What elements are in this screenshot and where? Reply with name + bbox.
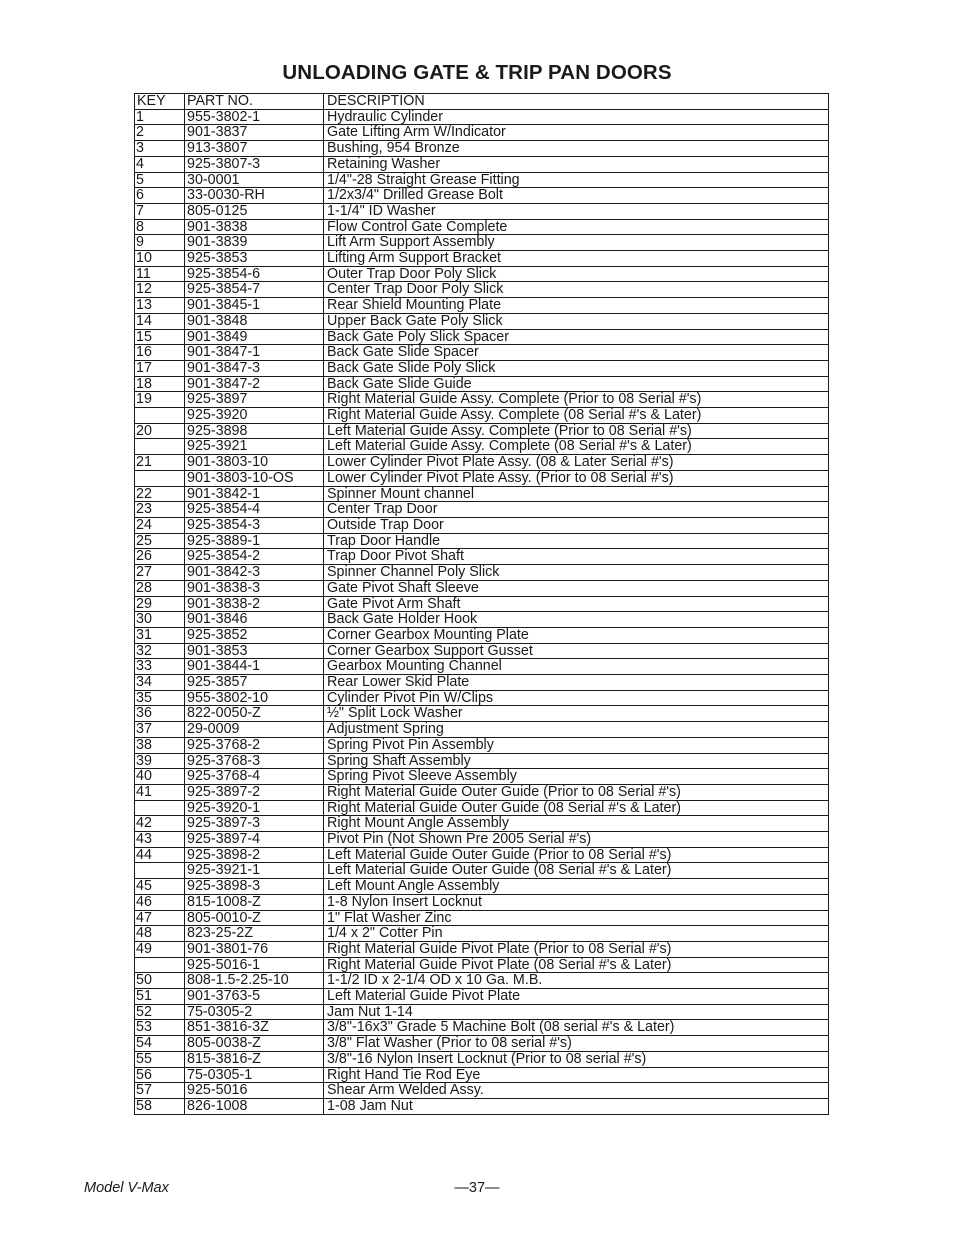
part-number-cell: 913-3807	[185, 141, 324, 157]
key-cell: 54	[135, 1036, 185, 1052]
column-header-description: DESCRIPTION	[324, 94, 829, 110]
description-cell: Lift Arm Support Assembly	[324, 235, 829, 251]
description-cell: Hydraulic Cylinder	[324, 109, 829, 125]
description-cell: Center Trap Door Poly Slick	[324, 282, 829, 298]
key-cell: 36	[135, 706, 185, 722]
key-cell: 14	[135, 313, 185, 329]
key-cell: 31	[135, 627, 185, 643]
key-cell: 10	[135, 251, 185, 267]
table-row	[135, 847, 829, 863]
column-header-part-no: PART NO.	[185, 94, 324, 110]
description-cell: Gate Pivot Arm Shaft	[324, 596, 829, 612]
key-cell: 33	[135, 659, 185, 675]
description-cell: 1/2x3/4" Drilled Grease Bolt	[324, 188, 829, 204]
table-row	[135, 627, 829, 643]
key-cell: 51	[135, 989, 185, 1005]
description-cell: Left Material Guide Assy. Complete (08 Serial #'s & Later)	[324, 439, 829, 455]
part-number-cell: 826-1008	[185, 1099, 324, 1115]
table-row	[135, 722, 829, 738]
part-number-cell: 33-0030-RH	[185, 188, 324, 204]
part-number-cell: 901-3839	[185, 235, 324, 251]
key-cell: 57	[135, 1083, 185, 1099]
key-cell: 28	[135, 580, 185, 596]
description-cell: 1-8 Nylon Insert Locknut	[324, 894, 829, 910]
key-cell: 41	[135, 784, 185, 800]
part-number-cell: 901-3842-3	[185, 565, 324, 581]
table-row	[135, 235, 829, 251]
description-cell: 1/4"-28 Straight Grease Fitting	[324, 172, 829, 188]
part-number-cell: 851-3816-3Z	[185, 1020, 324, 1036]
key-cell: 47	[135, 910, 185, 926]
part-number-cell: 823-25-2Z	[185, 926, 324, 942]
part-number-cell: 901-3838-2	[185, 596, 324, 612]
part-number-cell: 925-3807-3	[185, 156, 324, 172]
description-cell: Center Trap Door	[324, 502, 829, 518]
description-cell: Trap Door Handle	[324, 533, 829, 549]
table-row	[135, 816, 829, 832]
description-cell: 1" Flat Washer Zinc	[324, 910, 829, 926]
key-cell: 35	[135, 690, 185, 706]
table-row	[135, 502, 829, 518]
table-row	[135, 188, 829, 204]
key-cell: 25	[135, 533, 185, 549]
key-cell: 48	[135, 926, 185, 942]
key-cell: 16	[135, 345, 185, 361]
description-cell: Upper Back Gate Poly Slick	[324, 313, 829, 329]
table-row	[135, 470, 829, 486]
part-number-cell: 925-3768-3	[185, 753, 324, 769]
key-cell: 39	[135, 753, 185, 769]
table-row	[135, 329, 829, 345]
key-cell: 44	[135, 847, 185, 863]
table-row	[135, 172, 829, 188]
key-cell: 22	[135, 486, 185, 502]
description-cell: Spinner Channel Poly Slick	[324, 565, 829, 581]
description-cell: Back Gate Slide Poly Slick	[324, 360, 829, 376]
table-row	[135, 282, 829, 298]
table-row	[135, 203, 829, 219]
part-number-cell: 925-3854-6	[185, 266, 324, 282]
key-cell: 23	[135, 502, 185, 518]
key-cell: 26	[135, 549, 185, 565]
key-cell: 18	[135, 376, 185, 392]
description-cell: Right Material Guide Outer Guide (Prior to 08 Serial #'s)	[324, 784, 829, 800]
part-number-cell: 901-3845-1	[185, 298, 324, 314]
key-cell: 43	[135, 832, 185, 848]
table-row	[135, 643, 829, 659]
part-number-cell: 815-1008-Z	[185, 894, 324, 910]
part-number-cell: 805-0038-Z	[185, 1036, 324, 1052]
part-number-cell: 925-3898-2	[185, 847, 324, 863]
part-number-cell: 901-3838	[185, 219, 324, 235]
key-cell: 5	[135, 172, 185, 188]
key-cell: 52	[135, 1004, 185, 1020]
part-number-cell: 925-3897	[185, 392, 324, 408]
page-number: —37—	[454, 1180, 500, 1196]
description-cell: Gate Pivot Shaft Sleeve	[324, 580, 829, 596]
description-cell: Left Material Guide Outer Guide (08 Serial #'s & Later)	[324, 863, 829, 879]
description-cell: Spring Shaft Assembly	[324, 753, 829, 769]
table-row	[135, 973, 829, 989]
key-cell	[135, 800, 185, 816]
table-row	[135, 580, 829, 596]
key-cell: 17	[135, 360, 185, 376]
part-number-cell: 925-3854-3	[185, 517, 324, 533]
part-number-cell: 901-3853	[185, 643, 324, 659]
parts-table	[134, 93, 829, 1115]
key-cell: 34	[135, 675, 185, 691]
table-row	[135, 109, 829, 125]
part-number-cell: 901-3763-5	[185, 989, 324, 1005]
key-cell: 13	[135, 298, 185, 314]
part-number-cell: 901-3801-76	[185, 941, 324, 957]
key-cell: 11	[135, 266, 185, 282]
table-row	[135, 1004, 829, 1020]
part-number-cell: 805-0125	[185, 203, 324, 219]
table-row	[135, 219, 829, 235]
key-cell: 38	[135, 737, 185, 753]
table-row	[135, 439, 829, 455]
part-number-cell: 925-3857	[185, 675, 324, 691]
description-cell: Lower Cylinder Pivot Plate Assy. (Prior to 08 Serial #'s)	[324, 470, 829, 486]
key-cell: 32	[135, 643, 185, 659]
key-cell: 58	[135, 1099, 185, 1115]
table-row	[135, 1051, 829, 1067]
key-cell: 56	[135, 1067, 185, 1083]
table-row	[135, 894, 829, 910]
part-number-cell: 955-3802-10	[185, 690, 324, 706]
key-cell: 40	[135, 769, 185, 785]
key-cell: 2	[135, 125, 185, 141]
part-number-cell: 925-3921	[185, 439, 324, 455]
key-cell: 49	[135, 941, 185, 957]
description-cell: Outer Trap Door Poly Slick	[324, 266, 829, 282]
part-number-cell: 901-3837	[185, 125, 324, 141]
part-number-cell: 901-3846	[185, 612, 324, 628]
table-row	[135, 455, 829, 471]
description-cell: Right Material Guide Assy. Complete (08 Serial #'s & Later)	[324, 408, 829, 424]
description-cell: Left Material Guide Outer Guide (Prior to 08 Serial #'s)	[324, 847, 829, 863]
part-number-cell: 822-0050-Z	[185, 706, 324, 722]
part-number-cell: 925-5016-1	[185, 957, 324, 973]
key-cell: 37	[135, 722, 185, 738]
description-cell: 1-08 Jam Nut	[324, 1099, 829, 1115]
key-cell: 30	[135, 612, 185, 628]
description-cell: Lifting Arm Support Bracket	[324, 251, 829, 267]
part-number-cell: 805-0010-Z	[185, 910, 324, 926]
table-row	[135, 141, 829, 157]
table-row	[135, 486, 829, 502]
part-number-cell: 901-3844-1	[185, 659, 324, 675]
table-header-row	[135, 94, 829, 110]
description-cell: Right Hand Tie Rod Eye	[324, 1067, 829, 1083]
part-number-cell: 925-3889-1	[185, 533, 324, 549]
part-number-cell: 925-3854-4	[185, 502, 324, 518]
part-number-cell: 901-3803-10	[185, 455, 324, 471]
table-row	[135, 1083, 829, 1099]
key-cell: 9	[135, 235, 185, 251]
part-number-cell: 925-3897-2	[185, 784, 324, 800]
table-row	[135, 1020, 829, 1036]
description-cell: Spinner Mount channel	[324, 486, 829, 502]
table-row	[135, 863, 829, 879]
key-cell: 21	[135, 455, 185, 471]
part-number-cell: 901-3849	[185, 329, 324, 345]
table-row	[135, 360, 829, 376]
key-cell: 12	[135, 282, 185, 298]
description-cell: Back Gate Slide Guide	[324, 376, 829, 392]
part-number-cell: 925-3768-2	[185, 737, 324, 753]
key-cell	[135, 470, 185, 486]
description-cell: 1-1/4" ID Washer	[324, 203, 829, 219]
table-row	[135, 517, 829, 533]
description-cell: Right Material Guide Assy. Complete (Prior to 08 Serial #'s)	[324, 392, 829, 408]
description-cell: Gate Lifting Arm W/Indicator	[324, 125, 829, 141]
part-number-cell: 901-3803-10-OS	[185, 470, 324, 486]
key-cell: 46	[135, 894, 185, 910]
description-cell: Spring Pivot Pin Assembly	[324, 737, 829, 753]
part-number-cell: 925-5016	[185, 1083, 324, 1099]
key-cell: 55	[135, 1051, 185, 1067]
description-cell: Left Material Guide Pivot Plate	[324, 989, 829, 1005]
part-number-cell: 955-3802-1	[185, 109, 324, 125]
table-row	[135, 392, 829, 408]
key-cell: 6	[135, 188, 185, 204]
part-number-cell: 901-3848	[185, 313, 324, 329]
part-number-cell: 925-3853	[185, 251, 324, 267]
description-cell: Spring Pivot Sleeve Assembly	[324, 769, 829, 785]
key-cell: 27	[135, 565, 185, 581]
key-cell	[135, 408, 185, 424]
description-cell: Adjustment Spring	[324, 722, 829, 738]
key-cell: 42	[135, 816, 185, 832]
description-cell: Rear Lower Skid Plate	[324, 675, 829, 691]
part-number-cell: 925-3898	[185, 423, 324, 439]
table-row	[135, 345, 829, 361]
table-row	[135, 266, 829, 282]
key-cell: 1	[135, 109, 185, 125]
description-cell: Flow Control Gate Complete	[324, 219, 829, 235]
key-cell: 4	[135, 156, 185, 172]
table-row	[135, 706, 829, 722]
table-row	[135, 251, 829, 267]
description-cell: Right Mount Angle Assembly	[324, 816, 829, 832]
key-cell	[135, 439, 185, 455]
table-row	[135, 612, 829, 628]
description-cell: Corner Gearbox Support Gusset	[324, 643, 829, 659]
part-number-cell: 901-3838-3	[185, 580, 324, 596]
table-row	[135, 1067, 829, 1083]
part-number-cell: 808-1.5-2.25-10	[185, 973, 324, 989]
description-cell: Back Gate Holder Hook	[324, 612, 829, 628]
page-title: UNLOADING GATE & TRIP PAN DOORS	[282, 61, 672, 84]
key-cell: 8	[135, 219, 185, 235]
table-row	[135, 565, 829, 581]
key-cell: 45	[135, 879, 185, 895]
description-cell: Trap Door Pivot Shaft	[324, 549, 829, 565]
key-cell: 29	[135, 596, 185, 612]
table-row	[135, 125, 829, 141]
description-cell: Bushing, 954 Bronze	[324, 141, 829, 157]
description-cell: Corner Gearbox Mounting Plate	[324, 627, 829, 643]
part-number-cell: 925-3898-3	[185, 879, 324, 895]
table-row	[135, 879, 829, 895]
footer-model-name: Model V-Max	[84, 1180, 169, 1196]
part-number-cell: 925-3920-1	[185, 800, 324, 816]
description-cell: 1-1/2 ID x 2-1/4 OD x 10 Ga. M.B.	[324, 973, 829, 989]
table-row	[135, 926, 829, 942]
description-cell: Jam Nut 1-14	[324, 1004, 829, 1020]
part-number-cell: 925-3854-2	[185, 549, 324, 565]
table-row	[135, 549, 829, 565]
key-cell: 7	[135, 203, 185, 219]
key-cell: 24	[135, 517, 185, 533]
description-cell: Right Material Guide Pivot Plate (08 Serial #'s & Later)	[324, 957, 829, 973]
description-cell: Outside Trap Door	[324, 517, 829, 533]
part-number-cell: 925-3852	[185, 627, 324, 643]
table-row	[135, 737, 829, 753]
key-cell: 3	[135, 141, 185, 157]
parts-table-body	[135, 109, 829, 1114]
table-row	[135, 408, 829, 424]
part-number-cell: 925-3854-7	[185, 282, 324, 298]
table-row	[135, 957, 829, 973]
part-number-cell: 925-3768-4	[185, 769, 324, 785]
table-row	[135, 832, 829, 848]
description-cell: Cylinder Pivot Pin W/Clips	[324, 690, 829, 706]
table-row	[135, 423, 829, 439]
description-cell: Back Gate Poly Slick Spacer	[324, 329, 829, 345]
table-row	[135, 533, 829, 549]
description-cell: Rear Shield Mounting Plate	[324, 298, 829, 314]
table-row	[135, 989, 829, 1005]
table-row	[135, 941, 829, 957]
part-number-cell: 901-3842-1	[185, 486, 324, 502]
part-number-cell: 901-3847-2	[185, 376, 324, 392]
table-row	[135, 690, 829, 706]
table-row	[135, 910, 829, 926]
part-number-cell: 901-3847-3	[185, 360, 324, 376]
description-cell: Right Material Guide Outer Guide (08 Serial #'s & Later)	[324, 800, 829, 816]
part-number-cell: 901-3847-1	[185, 345, 324, 361]
part-number-cell: 925-3897-3	[185, 816, 324, 832]
part-number-cell: 815-3816-Z	[185, 1051, 324, 1067]
description-cell: Right Material Guide Pivot Plate (Prior to 08 Serial #'s)	[324, 941, 829, 957]
table-row	[135, 596, 829, 612]
table-row	[135, 769, 829, 785]
description-cell: Pivot Pin (Not Shown Pre 2005 Serial #'s)	[324, 832, 829, 848]
table-row	[135, 800, 829, 816]
table-row	[135, 784, 829, 800]
description-cell: Lower Cylinder Pivot Plate Assy. (08 & Later Serial #'s)	[324, 455, 829, 471]
table-row	[135, 1099, 829, 1115]
key-cell: 53	[135, 1020, 185, 1036]
description-cell: Retaining Washer	[324, 156, 829, 172]
table-row	[135, 675, 829, 691]
description-cell: Left Material Guide Assy. Complete (Prior to 08 Serial #'s)	[324, 423, 829, 439]
part-number-cell: 75-0305-1	[185, 1067, 324, 1083]
key-cell: 50	[135, 973, 185, 989]
description-cell: 3/8"-16 Nylon Insert Locknut (Prior to 08 serial #'s)	[324, 1051, 829, 1067]
table-row	[135, 156, 829, 172]
table-row	[135, 376, 829, 392]
part-number-cell: 30-0001	[185, 172, 324, 188]
key-cell: 15	[135, 329, 185, 345]
key-cell: 19	[135, 392, 185, 408]
table-row	[135, 313, 829, 329]
part-number-cell: 75-0305-2	[185, 1004, 324, 1020]
description-cell: 1/4 x 2" Cotter Pin	[324, 926, 829, 942]
part-number-cell: 29-0009	[185, 722, 324, 738]
description-cell: Left Mount Angle Assembly	[324, 879, 829, 895]
description-cell: Shear Arm Welded Assy.	[324, 1083, 829, 1099]
description-cell: Back Gate Slide Spacer	[324, 345, 829, 361]
table-row	[135, 298, 829, 314]
part-number-cell: 925-3897-4	[185, 832, 324, 848]
key-cell: 20	[135, 423, 185, 439]
description-cell: ½" Split Lock Washer	[324, 706, 829, 722]
part-number-cell: 925-3920	[185, 408, 324, 424]
description-cell: Gearbox Mounting Channel	[324, 659, 829, 675]
description-cell: 3/8" Flat Washer (Prior to 08 serial #'s)	[324, 1036, 829, 1052]
column-header-key: KEY	[135, 94, 185, 110]
description-cell: 3/8"-16x3" Grade 5 Machine Bolt (08 serial #'s & Later)	[324, 1020, 829, 1036]
table-row	[135, 753, 829, 769]
key-cell	[135, 863, 185, 879]
part-number-cell: 925-3921-1	[185, 863, 324, 879]
key-cell	[135, 957, 185, 973]
table-row	[135, 659, 829, 675]
table-row	[135, 1036, 829, 1052]
